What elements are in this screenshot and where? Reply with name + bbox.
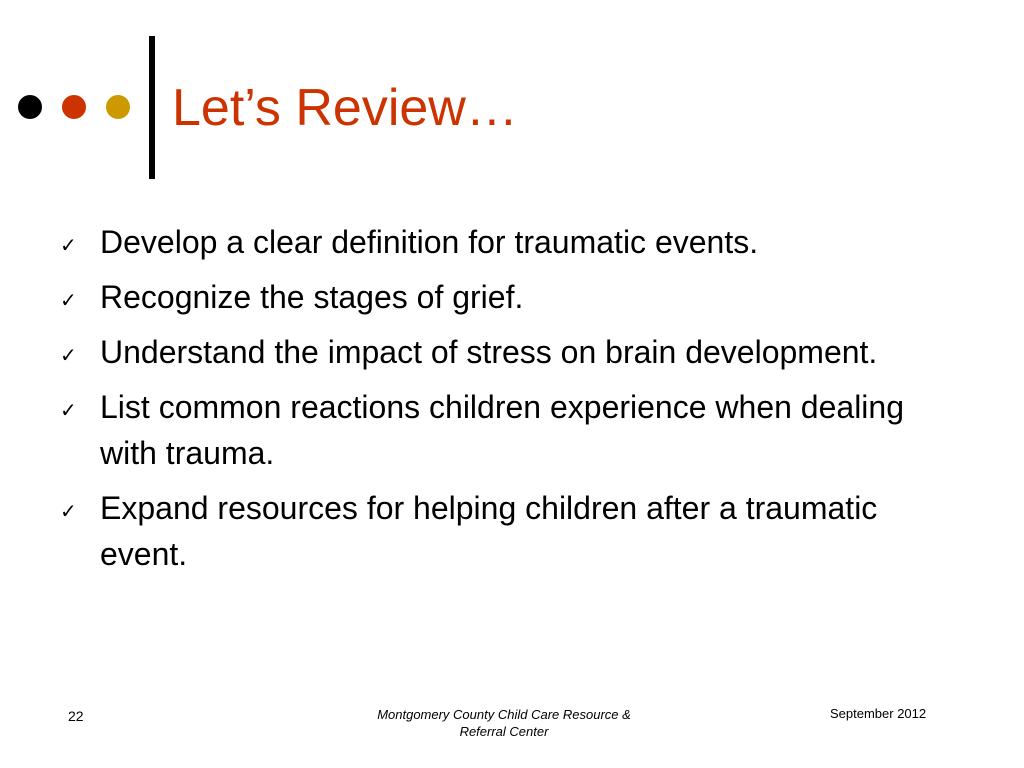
footer-organization-line2: Referral Center xyxy=(459,724,549,739)
footer-organization-line1: Montgomery County Child Care Resource & xyxy=(377,707,631,722)
black-dot-icon xyxy=(18,95,42,119)
footer-date: September 2012 xyxy=(830,706,927,721)
objective-list xyxy=(60,219,960,586)
page-number: 22 xyxy=(68,708,84,724)
checkmark-icon: ✓ xyxy=(60,290,77,312)
list-item xyxy=(60,329,960,375)
list-item xyxy=(60,274,960,320)
gold-dot-icon xyxy=(106,95,130,119)
list-item-text: Expand resources for helping children after a traumatic event. xyxy=(100,490,878,572)
list-item-text: Understand the impact of stress on brain development. xyxy=(100,334,878,370)
checkmark-icon: ✓ xyxy=(60,501,77,523)
footer-organization xyxy=(354,706,654,740)
title-divider xyxy=(149,36,155,179)
slide-title: Let’s Review… xyxy=(172,79,518,137)
checkmark-icon: ✓ xyxy=(60,235,77,257)
list-item xyxy=(60,485,960,577)
list-item-text: Develop a clear definition for traumatic events. xyxy=(100,224,759,260)
list-item xyxy=(60,219,960,265)
list-item-text: List common reactions children experience when dealing with trauma. xyxy=(100,389,904,471)
list-item-text: Recognize the stages of grief. xyxy=(100,279,524,315)
red-dot-icon xyxy=(62,95,86,119)
checkmark-icon: ✓ xyxy=(60,345,77,367)
checkmark-icon: ✓ xyxy=(60,400,77,422)
list-item xyxy=(60,384,960,476)
